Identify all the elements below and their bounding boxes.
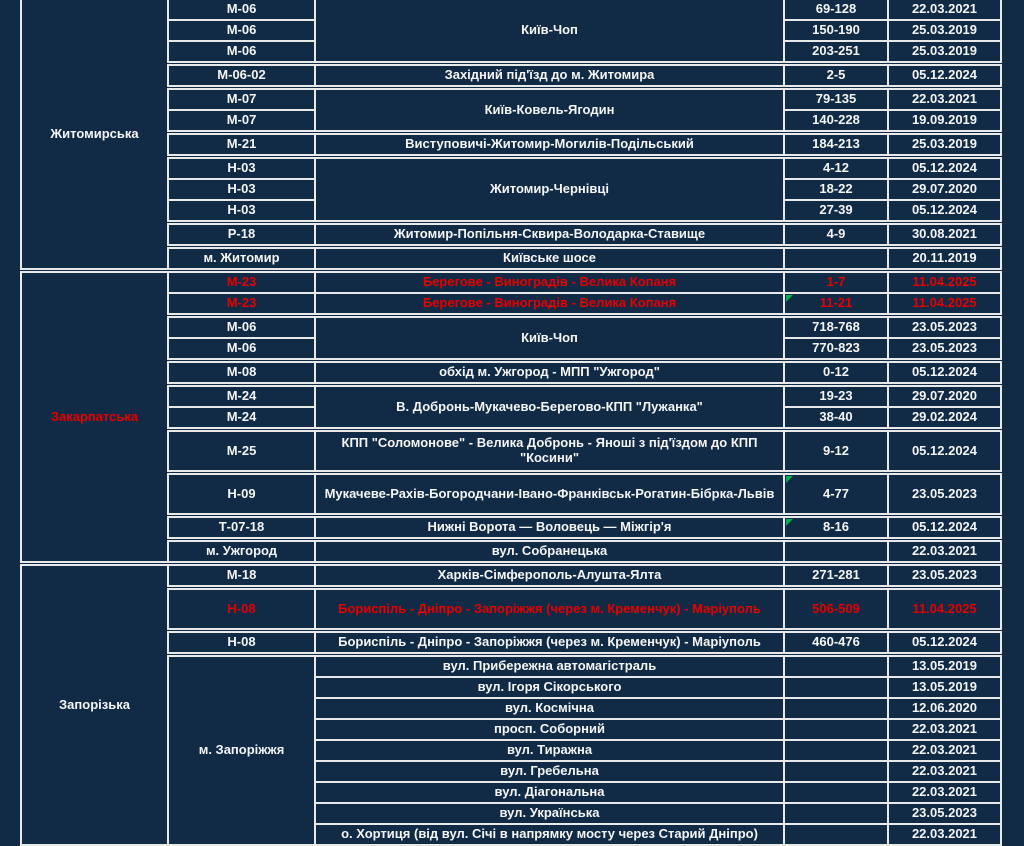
road-code-cell: М-07: [168, 88, 315, 111]
km-cell: 718-768: [784, 316, 888, 339]
km-cell: 271-281: [784, 564, 888, 588]
table-row: [21, 223, 1001, 247]
date-cell: 19.09.2019: [888, 110, 1001, 133]
road-code-cell: Р-18: [168, 223, 315, 247]
road-code-cell: м. Ужгород: [168, 540, 315, 564]
km-cell: 19-23: [784, 385, 888, 408]
km-value: 11-21: [819, 295, 853, 311]
km-cell: [784, 740, 888, 761]
km-cell: [784, 698, 888, 719]
note-marker-icon: [786, 519, 793, 526]
km-cell: 9-12: [784, 430, 888, 473]
road-name-cell: обхід м. Ужгород - МПП "Ужгород": [315, 361, 784, 385]
table-row: [21, 655, 1001, 678]
road-name-cell: вул. Діагональна: [315, 782, 784, 803]
road-name-cell: вул. Ігоря Сікорського: [315, 677, 784, 698]
date-cell: 05.12.2024: [888, 64, 1001, 88]
date-cell: 13.05.2019: [888, 677, 1001, 698]
road-code-cell: М-25: [168, 430, 315, 473]
date-cell: 20.11.2019: [888, 247, 1001, 271]
table-row: [21, 133, 1001, 157]
km-cell: [784, 677, 888, 698]
road-name-cell: просп. Соборний: [315, 719, 784, 740]
km-cell: 69-128: [784, 0, 888, 20]
road-code-cell: М-07: [168, 110, 315, 133]
road-name-cell: Київське шосе: [315, 247, 784, 271]
km-cell: 184-213: [784, 133, 888, 157]
table-row: [21, 473, 1001, 516]
table-row: [21, 157, 1001, 180]
road-code-cell: Н-08: [168, 631, 315, 655]
road-name-cell: Виступовичі-Житомир-Могилів-Подільський: [315, 133, 784, 157]
date-cell: 05.12.2024: [888, 430, 1001, 473]
km-cell: 2-5: [784, 64, 888, 88]
road-name-cell: Київ-Чоп: [315, 0, 784, 64]
date-cell: 23.05.2023: [888, 473, 1001, 516]
date-cell: 25.03.2019: [888, 41, 1001, 64]
date-cell: 23.05.2023: [888, 803, 1001, 824]
road-code-cell: м. Житомир: [168, 247, 315, 271]
road-code-cell: М-18: [168, 564, 315, 588]
table-row: [21, 64, 1001, 88]
road-name-cell: вул. Прибережна автомагістраль: [315, 655, 784, 678]
date-cell: 22.03.2021: [888, 0, 1001, 20]
road-code-cell: Н-03: [168, 200, 315, 223]
km-cell: 27-39: [784, 200, 888, 223]
date-cell: 05.12.2024: [888, 200, 1001, 223]
date-cell: 25.03.2019: [888, 133, 1001, 157]
table-row: [21, 0, 1001, 20]
road-code-cell: М-06: [168, 20, 315, 41]
km-cell: 79-135: [784, 88, 888, 111]
table-row: [21, 88, 1001, 111]
date-cell: 29.07.2020: [888, 179, 1001, 200]
road-code-cell: Н-09: [168, 473, 315, 516]
note-marker-icon: [786, 476, 793, 483]
table-row: [21, 631, 1001, 655]
road-name-cell: Бориспіль - Дніпро - Запоріжжя (через м. Кременчук) - Маріуполь: [315, 588, 784, 631]
date-cell: 05.12.2024: [888, 516, 1001, 540]
date-cell: 05.12.2024: [888, 361, 1001, 385]
road-code-cell: М-06-02: [168, 64, 315, 88]
km-cell: 4-12: [784, 157, 888, 180]
road-name-cell: вул. Гребельна: [315, 761, 784, 782]
date-cell: 22.03.2021: [888, 761, 1001, 782]
km-cell: 150-190: [784, 20, 888, 41]
road-code-cell: М-23: [168, 271, 315, 294]
road-code-cell: М-06: [168, 338, 315, 361]
km-cell: [784, 516, 888, 540]
date-cell: 22.03.2021: [888, 824, 1001, 845]
km-cell: 770-823: [784, 338, 888, 361]
km-cell: 38-40: [784, 407, 888, 430]
road-code-cell: Т-07-18: [168, 516, 315, 540]
road-code-cell: М-21: [168, 133, 315, 157]
date-cell: 30.08.2021: [888, 223, 1001, 247]
table-row: [21, 361, 1001, 385]
km-cell: [784, 473, 888, 516]
road-code-cell: Н-08: [168, 588, 315, 631]
road-name-cell: Берегове - Виноградів - Велика Копаня: [315, 293, 784, 316]
date-cell: 13.05.2019: [888, 655, 1001, 678]
road-name-cell: Житомир-Чернівці: [315, 157, 784, 223]
table-row: [21, 564, 1001, 588]
table-row: [21, 540, 1001, 564]
date-cell: 29.02.2024: [888, 407, 1001, 430]
table-row: [21, 316, 1001, 339]
road-code-cell: М-24: [168, 407, 315, 430]
table-row: [21, 293, 1001, 316]
road-name-cell: о. Хортиця (від вул. Січі в напрямку мосту через Старий Дніпро): [315, 824, 784, 845]
road-code-cell: М-06: [168, 0, 315, 20]
road-name-cell: вул. Собранецька: [315, 540, 784, 564]
date-cell: 11.04.2025: [888, 271, 1001, 294]
table-row: [21, 516, 1001, 540]
date-cell: 12.06.2020: [888, 698, 1001, 719]
km-cell: [784, 247, 888, 271]
date-cell: 05.12.2024: [888, 631, 1001, 655]
km-cell: [784, 824, 888, 845]
road-name-cell: Бориспіль - Дніпро - Запоріжжя (через м. Кременчук) - Маріуполь: [315, 631, 784, 655]
road-code-cell: Н-03: [168, 157, 315, 180]
date-cell: 29.07.2020: [888, 385, 1001, 408]
road-code-cell: М-24: [168, 385, 315, 408]
road-name-cell: вул. Українська: [315, 803, 784, 824]
road-name-cell: вул. Космічна: [315, 698, 784, 719]
date-cell: 22.03.2021: [888, 782, 1001, 803]
section-zaporizka: [21, 564, 1001, 846]
road-name-cell: Харків-Сімферополь-Алушта-Ялта: [315, 564, 784, 588]
region-cell: Запорізька: [21, 564, 168, 846]
km-cell: [784, 761, 888, 782]
road-code-cell: М-08: [168, 361, 315, 385]
km-cell: [784, 655, 888, 678]
road-code-cell: М-06: [168, 316, 315, 339]
road-name-cell: Київ-Ковель-Ягодин: [315, 88, 784, 133]
road-name-cell: Київ-Чоп: [315, 316, 784, 361]
km-cell: 506-509: [784, 588, 888, 631]
road-code-cell: м. Запоріжжя: [168, 655, 315, 846]
roads-table: [20, 0, 1002, 846]
region-cell: Закарпатська: [21, 271, 168, 564]
road-name-cell: вул. Тиражна: [315, 740, 784, 761]
km-cell: 4-9: [784, 223, 888, 247]
date-cell: 23.05.2023: [888, 316, 1001, 339]
km-cell: [784, 782, 888, 803]
km-cell: [784, 540, 888, 564]
km-cell: 18-22: [784, 179, 888, 200]
km-cell: 140-228: [784, 110, 888, 133]
date-cell: 22.03.2021: [888, 740, 1001, 761]
date-cell: 11.04.2025: [888, 293, 1001, 316]
table-row: [21, 588, 1001, 631]
section-zakarpatska: [21, 271, 1001, 564]
road-name-cell: Берегове - Виноградів - Велика Копаня: [315, 271, 784, 294]
date-cell: 23.05.2023: [888, 564, 1001, 588]
km-value: 4-77: [822, 485, 850, 501]
km-cell: 1-7: [784, 271, 888, 294]
km-cell: [784, 803, 888, 824]
date-cell: 11.04.2025: [888, 588, 1001, 631]
road-name-cell: Житомир-Попільня-Сквира-Володарка-Ставище: [315, 223, 784, 247]
date-cell: 05.12.2024: [888, 157, 1001, 180]
road-code-cell: Н-03: [168, 179, 315, 200]
table-row: [21, 385, 1001, 408]
date-cell: 22.03.2021: [888, 719, 1001, 740]
km-cell: 203-251: [784, 41, 888, 64]
road-code-cell: М-23: [168, 293, 315, 316]
km-cell: 460-476: [784, 631, 888, 655]
table-row: [21, 430, 1001, 473]
section-zhytomyrska: [21, 0, 1001, 271]
date-cell: 23.05.2023: [888, 338, 1001, 361]
table-row: [21, 271, 1001, 294]
date-cell: 22.03.2021: [888, 540, 1001, 564]
road-name-cell: Західний під'їзд до м. Житомира: [315, 64, 784, 88]
km-value: 8-16: [822, 519, 850, 535]
table-row: [21, 247, 1001, 271]
region-cell: Житомирська: [21, 0, 168, 271]
road-name-cell: КПП "Соломонове" - Велика Добронь - Яноші з під'їздом до КПП "Косини": [315, 430, 784, 473]
date-cell: 22.03.2021: [888, 88, 1001, 111]
road-name-cell: В. Добронь-Мукачево-Берегово-КПП "Лужанка": [315, 385, 784, 430]
km-cell: 0-12: [784, 361, 888, 385]
note-marker-icon: [786, 295, 793, 302]
km-cell: [784, 293, 888, 316]
road-code-cell: М-06: [168, 41, 315, 64]
date-cell: 25.03.2019: [888, 20, 1001, 41]
road-name-cell: Нижні Ворота — Воловець — Міжгір'я: [315, 516, 784, 540]
road-name-cell: Мукачеве-Рахів-Богородчани-Івано-Франківськ-Рогатин-Бібрка-Львів: [315, 473, 784, 516]
